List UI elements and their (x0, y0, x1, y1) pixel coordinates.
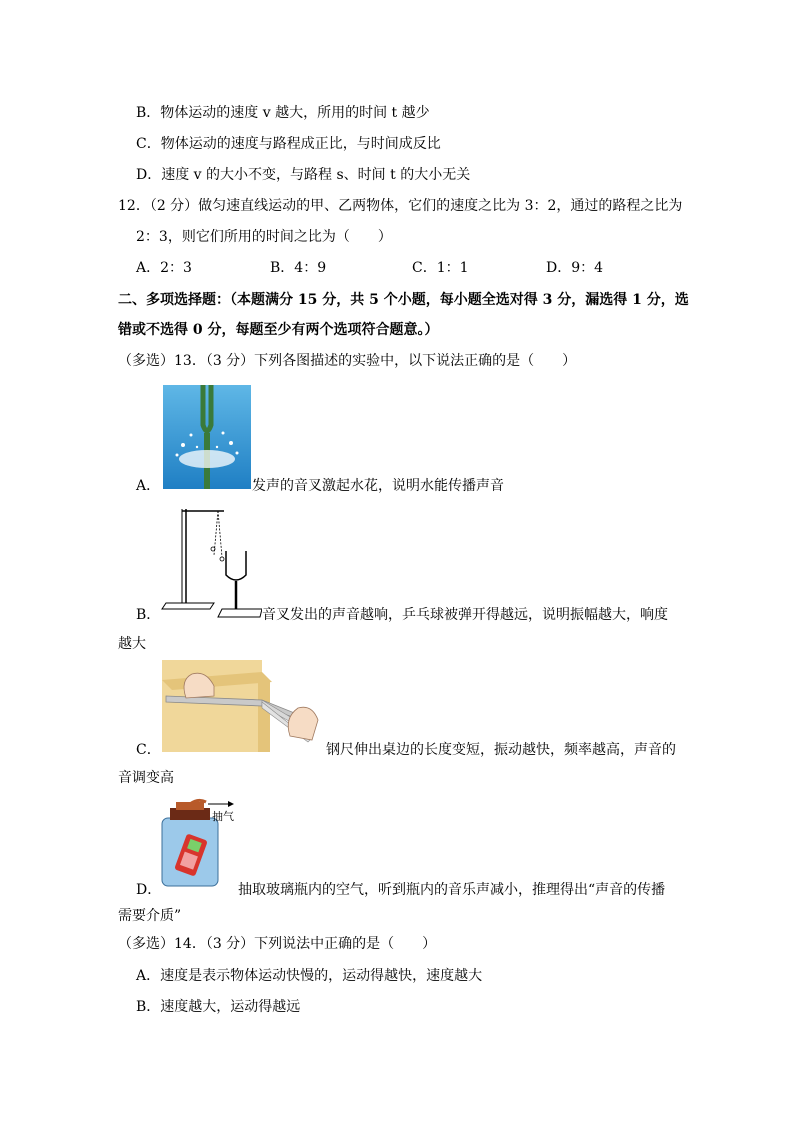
q13-option-b-text-line1: 音叉发出的声音越响，乒乓球被弹开得越远，说明振幅越大，响度 (262, 607, 668, 623)
q11-option-c: C．物体运动的速度与路程成正比，与时间成反比 (136, 136, 441, 152)
q13-stem: （多选）13．（3 分）下列各图描述的实验中，以下说法正确的是（ ） (118, 353, 577, 369)
q12-option-d: D．9：4 (546, 260, 604, 276)
q13-option-b-letter: B． (136, 607, 161, 623)
q13-option-a-letter: A． (136, 478, 161, 494)
q14-stem: （多选）14．（3 分）下列说法中正确的是（ ） (118, 936, 437, 952)
q12-stem-line2: 2：3，则它们所用的时间之比为（ ） (136, 229, 392, 245)
q12-option-b: B．4：9 (270, 260, 327, 276)
q14-option-b: B．速度越大，运动得越远 (136, 999, 301, 1015)
q13-option-c-letter: C． (136, 742, 161, 758)
tuning-fork-water-image (163, 385, 251, 489)
steel-ruler-table-image (162, 660, 322, 752)
pump-air-label: 抽气 (212, 810, 234, 823)
q11-option-d: D．速度 v 的大小不变，与路程 s、时间 t 的大小无关 (136, 167, 471, 183)
q13-option-c-text-line1: 钢尺伸出桌边的长度变短，振动越快，频率越高，声音的 (326, 742, 676, 758)
section-2-heading-line2: 错或不选得 0 分，每题至少有两个选项符合题意。） (118, 322, 439, 338)
q13-option-d-letter: D． (136, 882, 162, 898)
q11-option-b: B．物体运动的速度 v 越大，所用的时间 t 越少 (136, 105, 430, 121)
q13-option-d-text-line1: 抽取玻璃瓶内的空气，听到瓶内的音乐声减小，推理得出“声音的传播 (238, 882, 666, 898)
q13-option-a-text: 发声的音叉激起水花，说明水能传播声音 (252, 478, 504, 494)
section-2-heading-line1: 二、多项选择题：（本题满分 15 分，共 5 个小题，每小题全选对得 3 分，漏选得 1 分，选 (118, 292, 689, 308)
q12-option-a: A．2：3 (136, 260, 192, 276)
q14-option-a: A．速度是表示物体运动快慢的，运动得越快，速度越大 (136, 968, 483, 984)
q13-option-c-text-line2: 音调变高 (118, 770, 174, 786)
q13-option-b-text-line2: 越大 (118, 636, 146, 652)
q13-option-d-text-line2: 需要介质” (118, 908, 182, 924)
q12-option-c: C．1：1 (412, 260, 469, 276)
q12-stem-line1: 12．（2 分）做匀速直线运动的甲、乙两物体，它们的速度之比为 3：2，通过的路程之比为 (118, 198, 683, 214)
tuning-fork-ball-image (160, 505, 262, 623)
